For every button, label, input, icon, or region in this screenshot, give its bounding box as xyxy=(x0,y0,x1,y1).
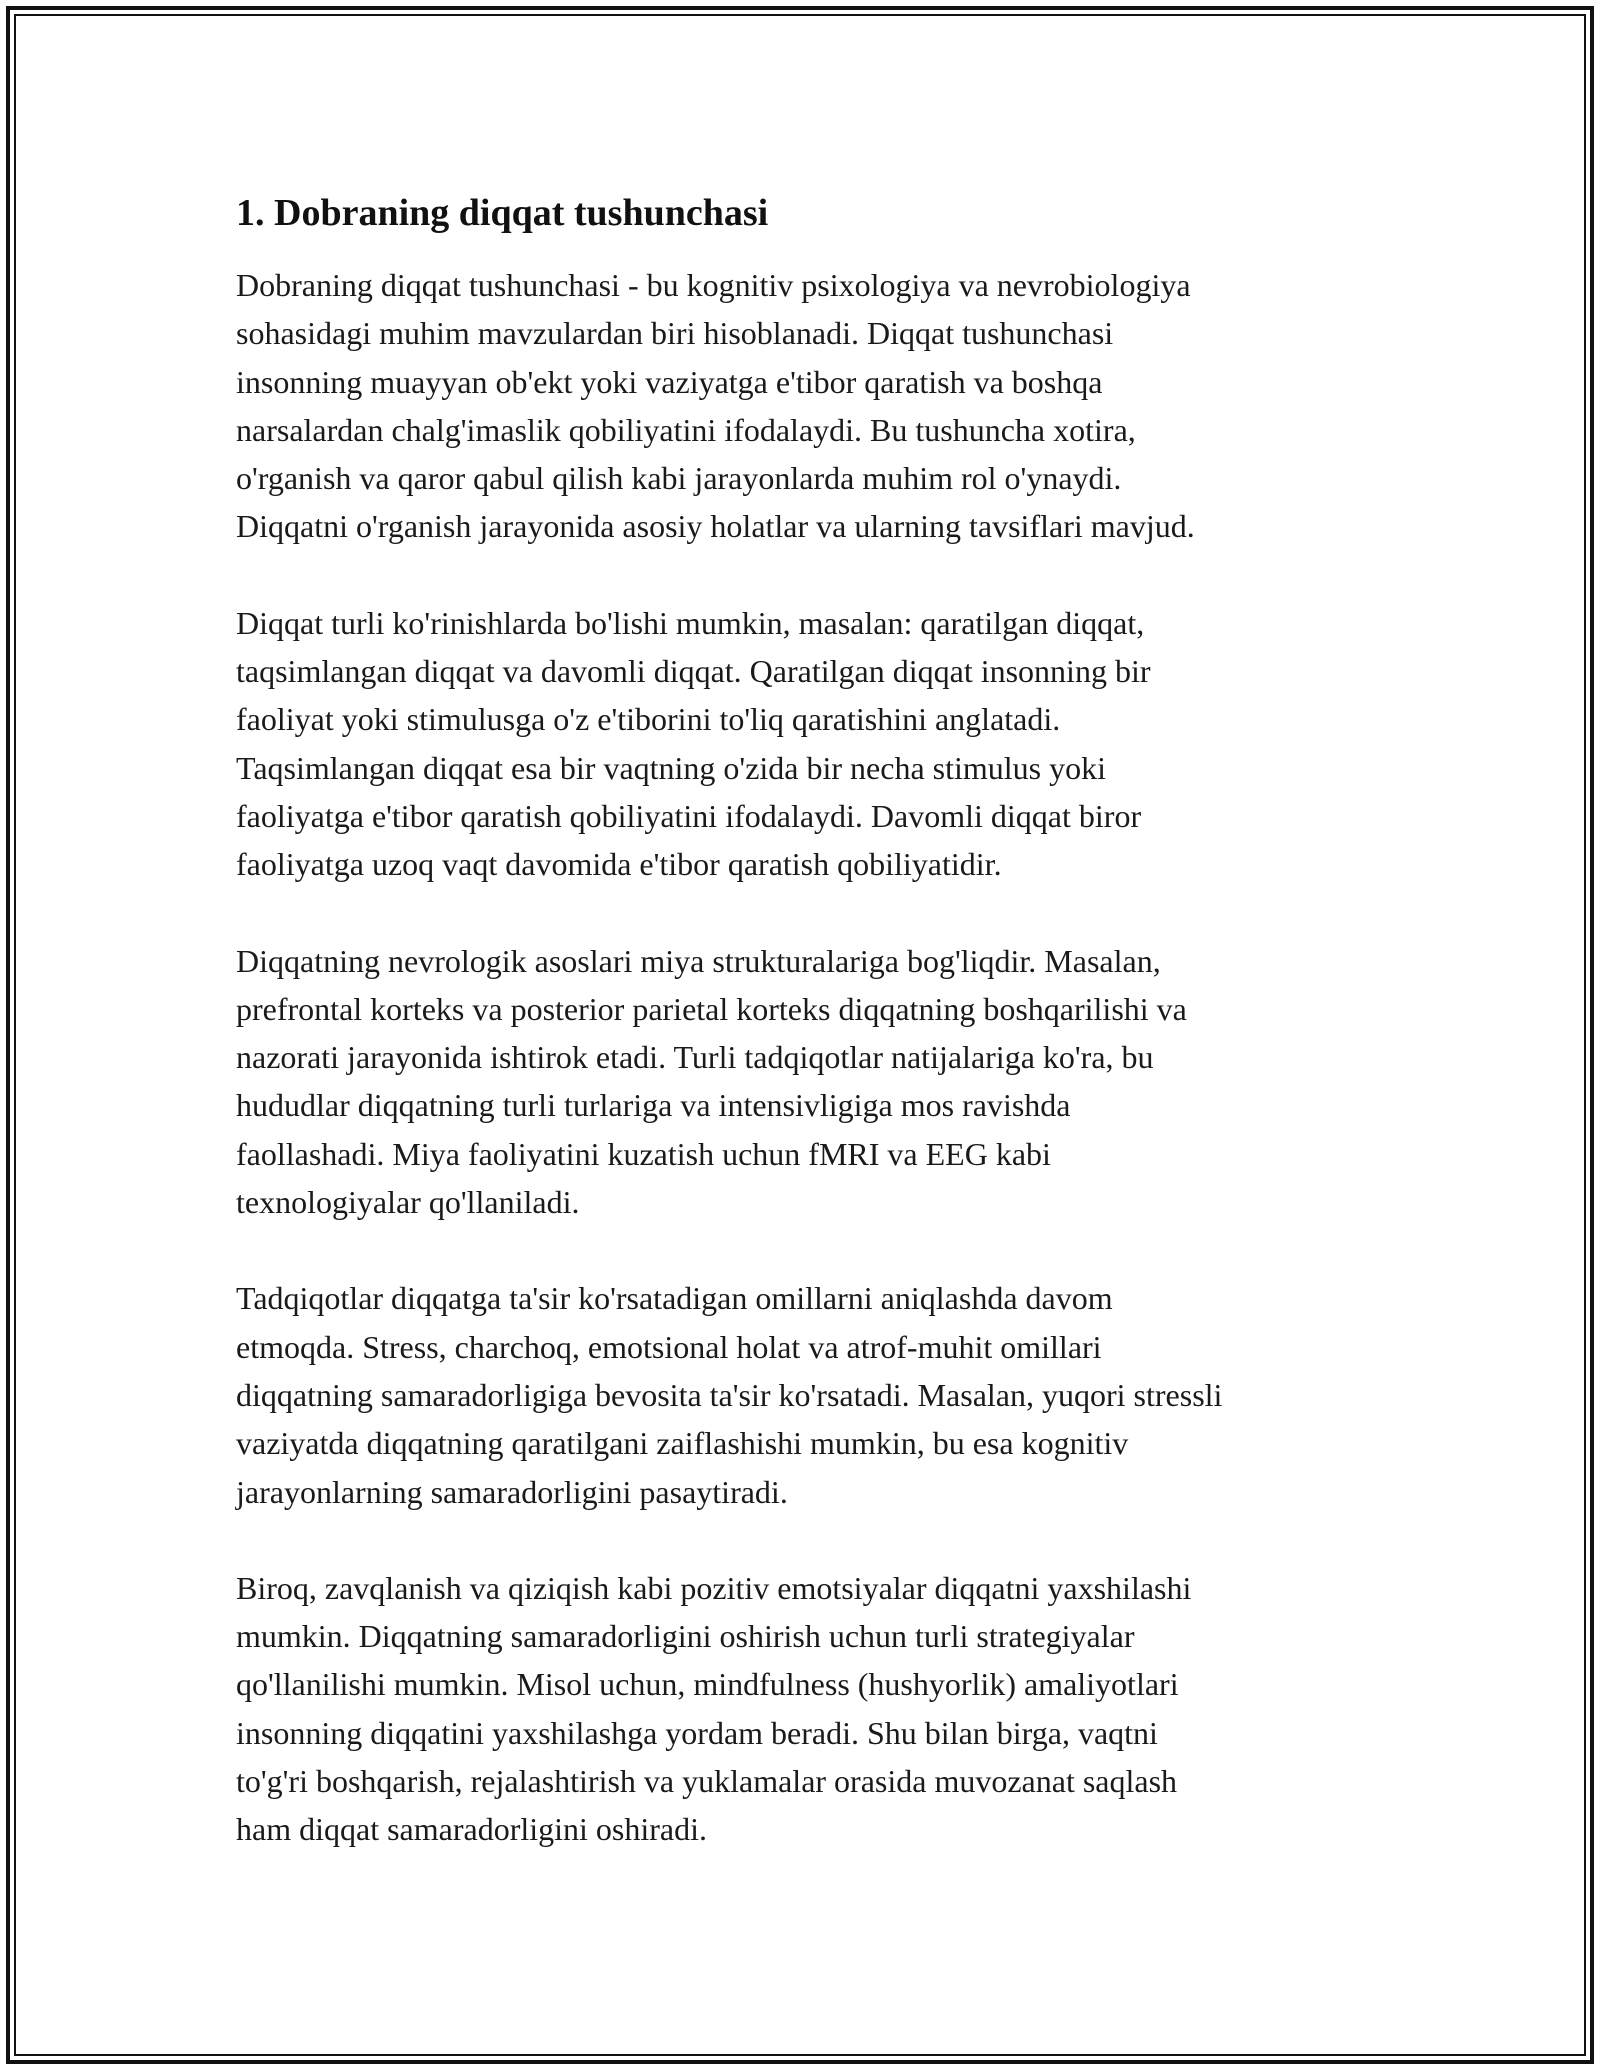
text-line: Biroq, zavqlanish va qiziqish kabi pozitiv emotsiyalar diqqatni yaxshilashi xyxy=(236,1569,1192,1606)
text-line: mumkin. Diqqatning samaradorligini oshirish uchun turli strategiyalar xyxy=(236,1618,1135,1655)
text-line: jarayonlarning samaradorligini pasaytiradi. xyxy=(236,1473,788,1510)
text-line: faoliyat yoki stimulusga o'z e'tiborini to'liq qaratishini anglatadi. xyxy=(236,701,1061,738)
paragraph-definition xyxy=(236,261,1376,551)
text-line: sohasidagi muhim mavzulardan biri hisoblanadi. Diqqat tushunchasi xyxy=(236,315,1114,352)
paragraph-influencing-factors xyxy=(236,1274,1376,1515)
text-line: Diqqat turli ko'rinishlarda bo'lishi mumkin, masalan: qaratilgan diqqat, xyxy=(236,604,1145,641)
paragraph-neurological-basis xyxy=(236,937,1376,1227)
text-line: Diqqatni o'rganish jarayonida asosiy holatlar va ularning tavsiflari mavjud. xyxy=(236,508,1195,545)
text-line: texnologiyalar qo'llaniladi. xyxy=(236,1184,580,1221)
text-line: faollashadi. Miya faoliyatini kuzatish uchun fMRI va EEG kabi xyxy=(236,1135,1051,1172)
paragraph-attention-types xyxy=(236,599,1376,889)
text-line: faoliyatga uzoq vaqt davomida e'tibor qaratish qobiliyatidir. xyxy=(236,846,1002,883)
text-line: Dobraning diqqat tushunchasi - bu kognitiv psixologiya va nevrobiologiya xyxy=(236,267,1191,303)
text-line: insonning diqqatini yaxshilashga yordam beradi. Shu bilan birga, vaqtni xyxy=(236,1714,1158,1751)
text-line: etmoqda. Stress, charchoq, emotsional holat va atrof-muhit omillari xyxy=(236,1328,1102,1365)
section-heading: 1. Dobraning diqqat tushunchasi xyxy=(236,192,769,234)
text-line: hududlar diqqatning turli turlariga va intensivligiga mos ravishda xyxy=(236,1087,1071,1124)
paragraph-improvement-strategies xyxy=(236,1564,1376,1854)
text-line: to'g'ri boshqarish, rejalashtirish va yuklamalar orasida muvozanat saqlash xyxy=(236,1763,1178,1800)
text-line: nazorati jarayonida ishtirok etadi. Turli tadqiqotlar natijalariga ko'ra, bu xyxy=(236,1039,1154,1076)
text-line: narsalardan chalg'imaslik qobiliyatini ifodalaydi. Bu tushuncha xotira, xyxy=(236,411,1136,448)
document-body xyxy=(236,183,1376,1902)
text-line: qo'llanilishi mumkin. Misol uchun, mindfulness (hushyorlik) amaliyotlari xyxy=(236,1666,1179,1703)
text-line: o'rganish va qaror qabul qilish kabi jarayonlarda muhim rol o'ynaydi. xyxy=(236,460,1122,497)
text-line: prefrontal korteks va posterior parietal korteks diqqatning boshqarilishi va xyxy=(236,990,1187,1027)
text-line: ham diqqat samaradorligini oshiradi. xyxy=(236,1811,707,1848)
text-line: Taqsimlangan diqqat esa bir vaqtning o'zida bir necha stimulus yoki xyxy=(236,749,1106,786)
text-line: insonning muayyan ob'ekt yoki vaziyatga e'tibor qaratish va boshqa xyxy=(236,363,1103,400)
text-line: Tadqiqotlar diqqatga ta'sir ko'rsatadigan omillarni aniqlashda davom xyxy=(236,1280,1113,1317)
text-line: vaziyatda diqqatning qaratilgani zaiflashishi mumkin, bu esa kognitiv xyxy=(236,1425,1129,1462)
text-line: taqsimlangan diqqat va davomli diqqat. Qaratilgan diqqat insonning bir xyxy=(236,653,1151,690)
text-line: diqqatning samaradorligiga bevosita ta'sir ko'rsatadi. Masalan, yuqori stressli xyxy=(236,1376,1223,1413)
text-line: faoliyatga e'tibor qaratish qobiliyatini ifodalaydi. Davomli diqqat biror xyxy=(236,797,1142,834)
text-line: Diqqatning nevrologik asoslari miya strukturalariga bog'liqdir. Masalan, xyxy=(236,942,1161,979)
